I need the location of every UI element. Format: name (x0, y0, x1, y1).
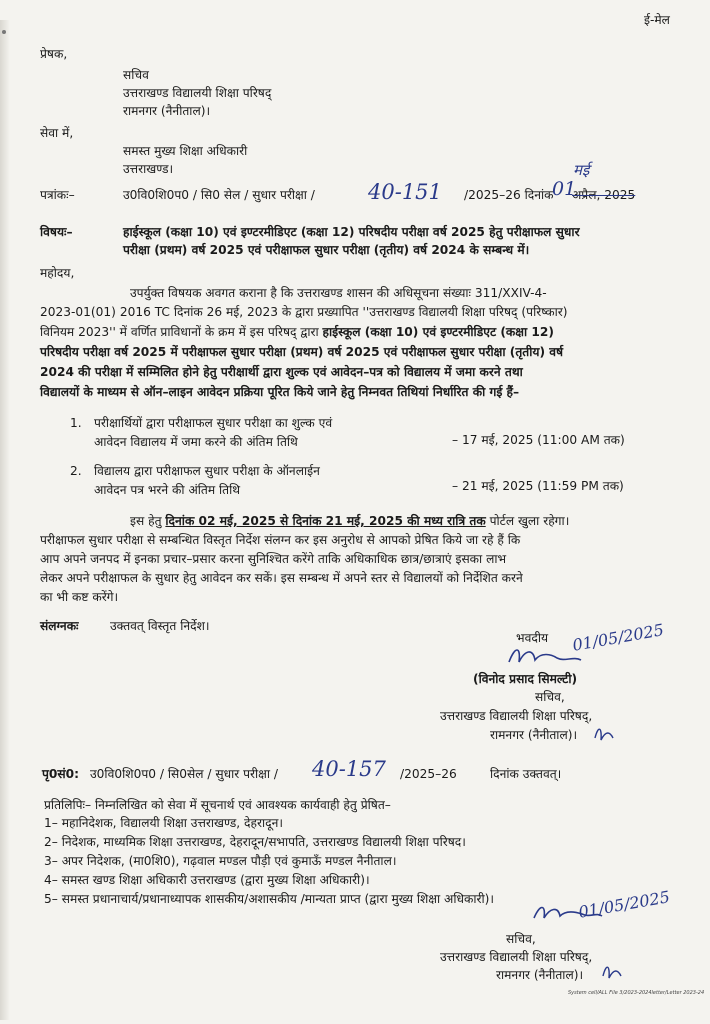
copy-list-item: 1– महानिदेशक, विद्यालयी शिक्षा उत्तराखण्ड, देहरादून। (44, 816, 283, 830)
copy-list-item: 2– निदेशक, माध्यमिक शिक्षा उत्तराखण्ड, देहरादून/सभापति, उत्तराखण्ड विद्यालयी शिक्षा परिषद। (44, 835, 466, 849)
signatory-name: (विनोद प्रसाद सिमल्टी) (473, 672, 578, 686)
copy-ref-label: पृ0सं0: (42, 767, 79, 781)
copy-list-intro: प्रतिलिपिः– निम्नलिखित को सेवा में सूचनार्थ एवं आवश्यक कार्यवाही हेतु प्रेषित– (44, 798, 391, 812)
closing: भवदीय (516, 631, 549, 645)
signatory-title: उत्तराखण्ड विद्यालयी शिक्षा परिषद्, (440, 709, 593, 723)
copy-ref-suffix: /2025–26 (400, 767, 457, 781)
reference-prefix: उ0वि0शि0प0 / सि0 सेल / सुधार परीक्षा / (123, 188, 315, 202)
signatory-title: रामनगर (नैनीताल)। (496, 968, 584, 982)
enclosure-text: उक्तवत् विस्तृत निर्देश। (110, 619, 210, 633)
sender-line: सचिव (123, 68, 149, 82)
signature-date-handwritten: 01/05/2025 (577, 887, 672, 922)
signatory-title: उत्तराखण्ड विद्यालयी शिक्षा परिषद्, (440, 950, 593, 964)
deadline-text: आवेदन पत्र भरने की अंतिम तिथि (94, 483, 241, 497)
sender-label: प्रेषक, (40, 47, 68, 61)
recipient-line: उत्तराखण्ड। (123, 162, 174, 176)
portal-dates-bold: दिनांक 02 मई, 2025 से दिनांक 21 मई, 2025 की मध्य रात्रि तक (165, 514, 486, 528)
body-line (40, 324, 554, 340)
body-line-bold: परिषदीय परीक्षा वर्ष 2025 में परीक्षाफल सुधार परीक्षा (प्रथम) वर्ष 2025 एवं परीक्षाफल सुधार परीक्षा (तृतीय) वर्ष (40, 345, 564, 359)
body-line-bold: 2024 की परीक्षा में सम्मिलित होने हेतु परीक्षार्थी द्वारा शुल्क एवं आवेदन–पत्र को विद्यालय में जमा करने तथा (40, 365, 523, 379)
signature-date-handwritten: 01/05/2025 (571, 620, 666, 655)
deadline-text: आवेदन विद्यालय में जमा करने की अंतिम तिथि (94, 435, 298, 449)
copy-list-item: 4– समस्त खण्ड शिक्षा अधिकारी उत्तराखण्ड (द्वारा मुख्य शिक्षा अधिकारी)। (44, 873, 370, 887)
copy-ref-number-handwritten: 40-157 (312, 757, 386, 781)
deadline-number: 1. (70, 416, 82, 430)
file-path-note: System cell/ALL File 3/2023-2024letter/Letter 2023-24 (568, 990, 705, 996)
copy-ref-date: दिनांक उक्तवत्। (490, 767, 562, 781)
initials-scribble (592, 724, 616, 746)
subject-label: विषयः– (40, 225, 73, 239)
body-text: विनियम 2023'' में वर्णित प्राविधानों के क्रम में इस परिषद् द्वारा (40, 325, 323, 339)
subject-line: हाईस्कूल (कक्षा 10) एवं इण्टरमीडिएट (कक्षा 12) परिषदीय परीक्षा वर्ष 2025 हेतु परीक्षाफल सुधार (123, 225, 580, 239)
portal-text: पोर्टल खुला रहेगा। (485, 514, 570, 528)
deadline-number: 2. (70, 464, 82, 478)
reference-suffix: /2025–26 दिनांक (464, 188, 554, 202)
portal-line (130, 513, 569, 529)
reference-number-handwritten: 40-151 (368, 180, 442, 204)
deadline-text: विद्यालय द्वारा परीक्षाफल सुधार परीक्षा के ऑनलाईन (94, 464, 320, 478)
salutation: महोदय, (40, 266, 75, 280)
signatory-title: सचिव, (535, 690, 565, 704)
scan-mark (2, 30, 6, 34)
recipient-label: सेवा में, (40, 126, 74, 140)
copy-list-item: 5– समस्त प्रधानाचार्य/प्रधानाध्यापक शासकीय/अशासकीय /मान्यता प्राप्त (द्वारा मुख्य शिक्षा अधिकारी)। (44, 892, 495, 906)
portal-line: का भी कष्ट करेंगे। (40, 590, 119, 604)
body-line-bold: विद्यालयों के माध्यम से ऑन–लाइन आवेदन प्रक्रिया पूरित किये जाने हेतु निम्नवत तिथियां निर्धारित की गई हैं– (40, 385, 520, 399)
reference-month: अप्रैल, 2025 (572, 188, 636, 202)
deadline-date: – 17 मई, 2025 (11:00 AM तक) (452, 433, 625, 447)
body-line: उपर्युक्त विषयक अवगत कराना है कि उत्तराखण्ड शासन की अधिसूचना संख्याः 311/XXIV-4- (130, 286, 547, 300)
portal-line: आप अपने जनपद में इनका प्रचार–प्रसार करना सुनिश्चित करेंगे ताकि अधिकाधिक छात्र/छात्राएं इसका लाभ (40, 552, 507, 566)
portal-line: लेकर अपने परीक्षाफल के सुधार हेतु आवेदन कर सकें। इस सम्बन्ध में अपने स्तर से विद्यालयों को निर्देशित करने (40, 571, 523, 585)
reference-label: पत्रांकः– (40, 188, 75, 202)
signatory-title: सचिव, (506, 932, 536, 946)
subject-line: परीक्षा (प्रथम) वर्ष 2025 एवं परीक्षाफल सुधार परीक्षा (तृतीय) वर्ष 2024 के सम्बन्ध में। (123, 243, 530, 257)
deadline-date: – 21 मई, 2025 (11:59 PM तक) (452, 479, 624, 493)
body-text-bold: हाईस्कूल (कक्षा 10) एवं इण्टरमीडिएट (कक्षा 12) (322, 325, 554, 339)
enclosure-label: संलग्नकः (40, 619, 79, 633)
initials-scribble (600, 962, 624, 984)
sender-line: रामनगर (नैनीताल)। (123, 104, 211, 118)
portal-text: इस हेतु (130, 514, 166, 528)
month-correction-handwritten: मई (573, 161, 590, 179)
email-tag: ई-मेल (644, 13, 670, 27)
signatory-title: रामनगर (नैनीताल)। (490, 728, 578, 742)
reference-day-handwritten: 01 (552, 178, 577, 200)
portal-line: परीक्षाफल सुधार परीक्षा से सम्बन्धित विस्तृत निर्देश संलग्न कर इस अनुरोध से आपको प्रेषित किये जा रहे हैं कि (40, 533, 521, 547)
binder-edge (0, 20, 10, 1020)
copy-list-item: 3– अपर निदेशक, (मा0शि0), गढ़वाल मण्डल पौड़ी एवं कुमाऊँ मण्डल नैनीताल। (44, 854, 397, 868)
sender-line: उत्तराखण्ड विद्यालयी शिक्षा परिषद् (123, 86, 272, 100)
deadline-text: परीक्षार्थियों द्वारा परीक्षाफल सुधार परीक्षा का शुल्क एवं (94, 416, 333, 430)
copy-ref-prefix: उ0वि0शि0प0 / सि0सेल / सुधार परीक्षा / (90, 767, 279, 781)
body-line: 2023-01(01) 2016 TC दिनांक 26 मई, 2023 के द्वारा प्रख्यापित ''उत्तराखण्ड विद्यालयी शिक्षा परिषद् (परिष्कार) (40, 305, 568, 319)
recipient-line: समस्त मुख्य शिक्षा अधिकारी (123, 144, 248, 158)
